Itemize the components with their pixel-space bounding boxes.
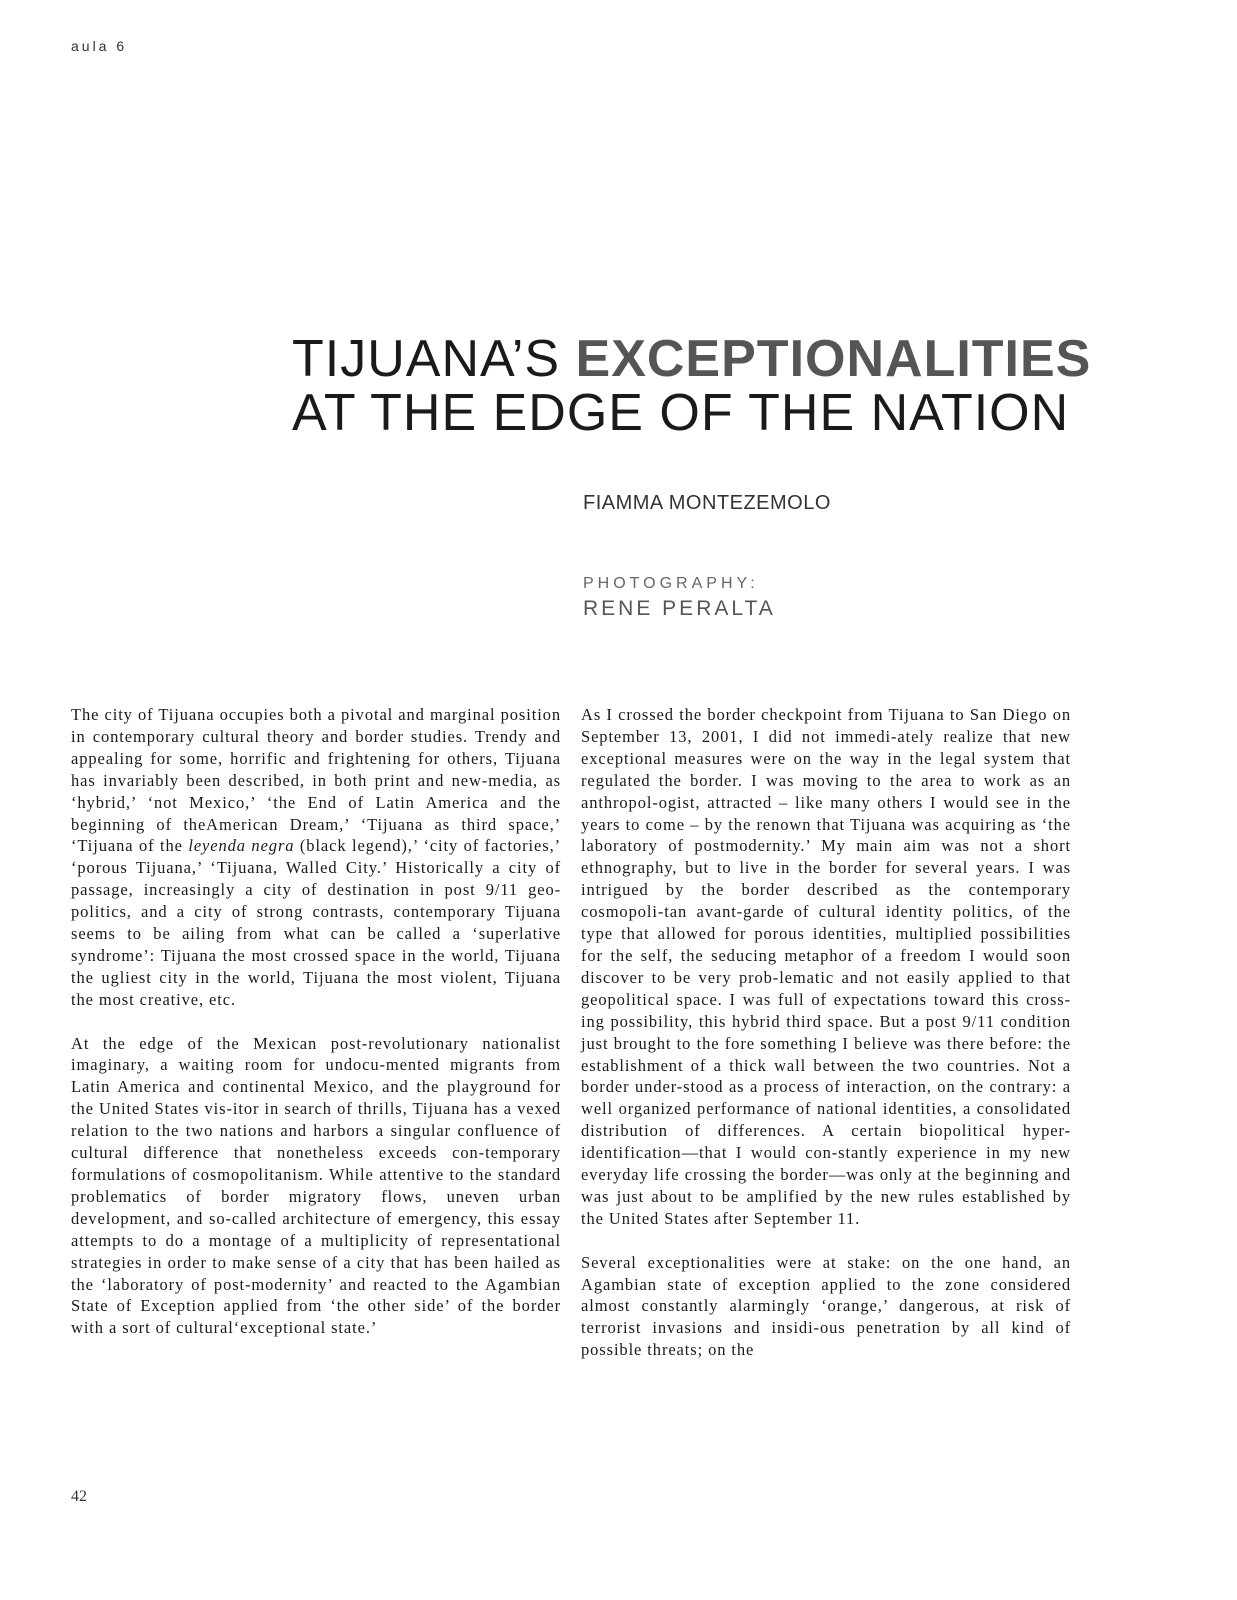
title-plain-text: TIJUANA’S <box>292 330 576 388</box>
author-name: FIAMMA MONTEZEMOLO <box>583 492 831 514</box>
article-title <box>292 330 1092 442</box>
photography-label: PHOTOGRAPHY: <box>583 575 759 592</box>
title-line-1 <box>292 330 1092 388</box>
body-column-right <box>581 704 1071 1383</box>
photographer-name: RENE PERALTA <box>583 597 776 620</box>
paragraph-text: The city of Tijuana occupies both a pivotal and marginal position in contemporary cultural theory and border studies. Trendy and appealing for some, horrific and frightening for others, Tijuana has invariably been described, in both print and new-media, as ‘hybrid,’ ‘not Mexico,’ ‘the End of Latin America and the beginning of theAmerican Dream,’ ‘Tijuana as third space,’ ‘Tijuana of the <box>71 705 561 856</box>
paragraph: At the edge of the Mexican post-revolutionary nationalist imaginary, a waiting room for undocu-mented migrants from Latin America and continental Mexico, and the playground for the United States vis-itor in search of thrills, Tijuana has a vexed relation to the two nations and harbors a singular confluence of cultural difference that nonetheless exceeds con-temporary formulations of cosmopolitanism. While attentive to the standard problematics of border migratory flows, uneven urban development, and so-called architecture of emergency, this essay attempts to do a montage of a multiplicity of representational strategies in order to make sense of a city that has been hailed as the ‘laboratory of post-modernity’ and reacted to the Agambian State of Exception applied from ‘the other side’ of the border with a sort of cultural‘exceptional state.’ <box>71 1033 561 1338</box>
paragraph <box>71 704 561 1011</box>
title-bold-text: EXCEPTIONALITIES <box>575 330 1092 388</box>
paragraph: Several exceptionalities were at stake: on the one hand, an Agambian state of exception applied to the zone considered almost constantly alarmingly ‘orange,’ dangerous, at risk of terrorist invasions and insidi-ous penetration by all kind of possible threats; on the <box>581 1252 1071 1360</box>
page-number: 42 <box>71 1488 87 1505</box>
title-line-2: AT THE EDGE OF THE NATION <box>292 384 1070 442</box>
paragraph-text: (black legend),’ ‘city of factories,’ ‘porous Tijuana,’ ‘Tijuana, Walled City.’ Historically a city of passage, increasingly a city of destination in post 9/11 geo-politics, and a city of strong contrasts, contemporary Tijuana seems to be ailing from what can be called a ‘superlative syndrome’: Tijuana the most crossed space in the world, Tijuana the ugliest city in the world, Tijuana the most violent, Tijuana the most creative, etc. <box>71 836 561 1009</box>
paragraph: As I crossed the border checkpoint from Tijuana to San Diego on September 13, 2001, I did not immedi-ately realize that new exceptional measures were on the way in the legal system that regulated the border. I was moving to the area to work as an anthropol-ogist, attracted – like many others I would see in the years to come – by the renown that Tijuana was acquiring as ‘the laboratory of postmodernity.’ My main aim was not a short ethnography, but to live in the border for several years. I was intrigued by the border described as the contemporary cosmopoli-tan avant-garde of cultural identity politics, of the type that allowed for porous identities, multiplied possibilities for the self, the seducing metaphor of a freedom I would soon discover to be very prob-lematic and not easily applied to that geopolitical space. I was full of expectations toward this cross-ing possibility, this hybrid third space. But a post 9/11 condition just brought to the fore something I believe was there before: the establishment of a thick wall between the two countries. Not a border under-stood as a process of interaction, on the contrary: a well organized performance of national identities, a consolidated distribution of differences. A certain biopolitical hyper-identification—that I would con-stantly experience in my new everyday life crossing the border—was only at the beginning and was just about to be amplified by the new rules established by the United States after September 11. <box>581 705 1071 1228</box>
body-column-left <box>71 704 561 1361</box>
running-header: aula 6 <box>71 38 128 54</box>
italic-term: leyenda negra <box>188 836 295 856</box>
